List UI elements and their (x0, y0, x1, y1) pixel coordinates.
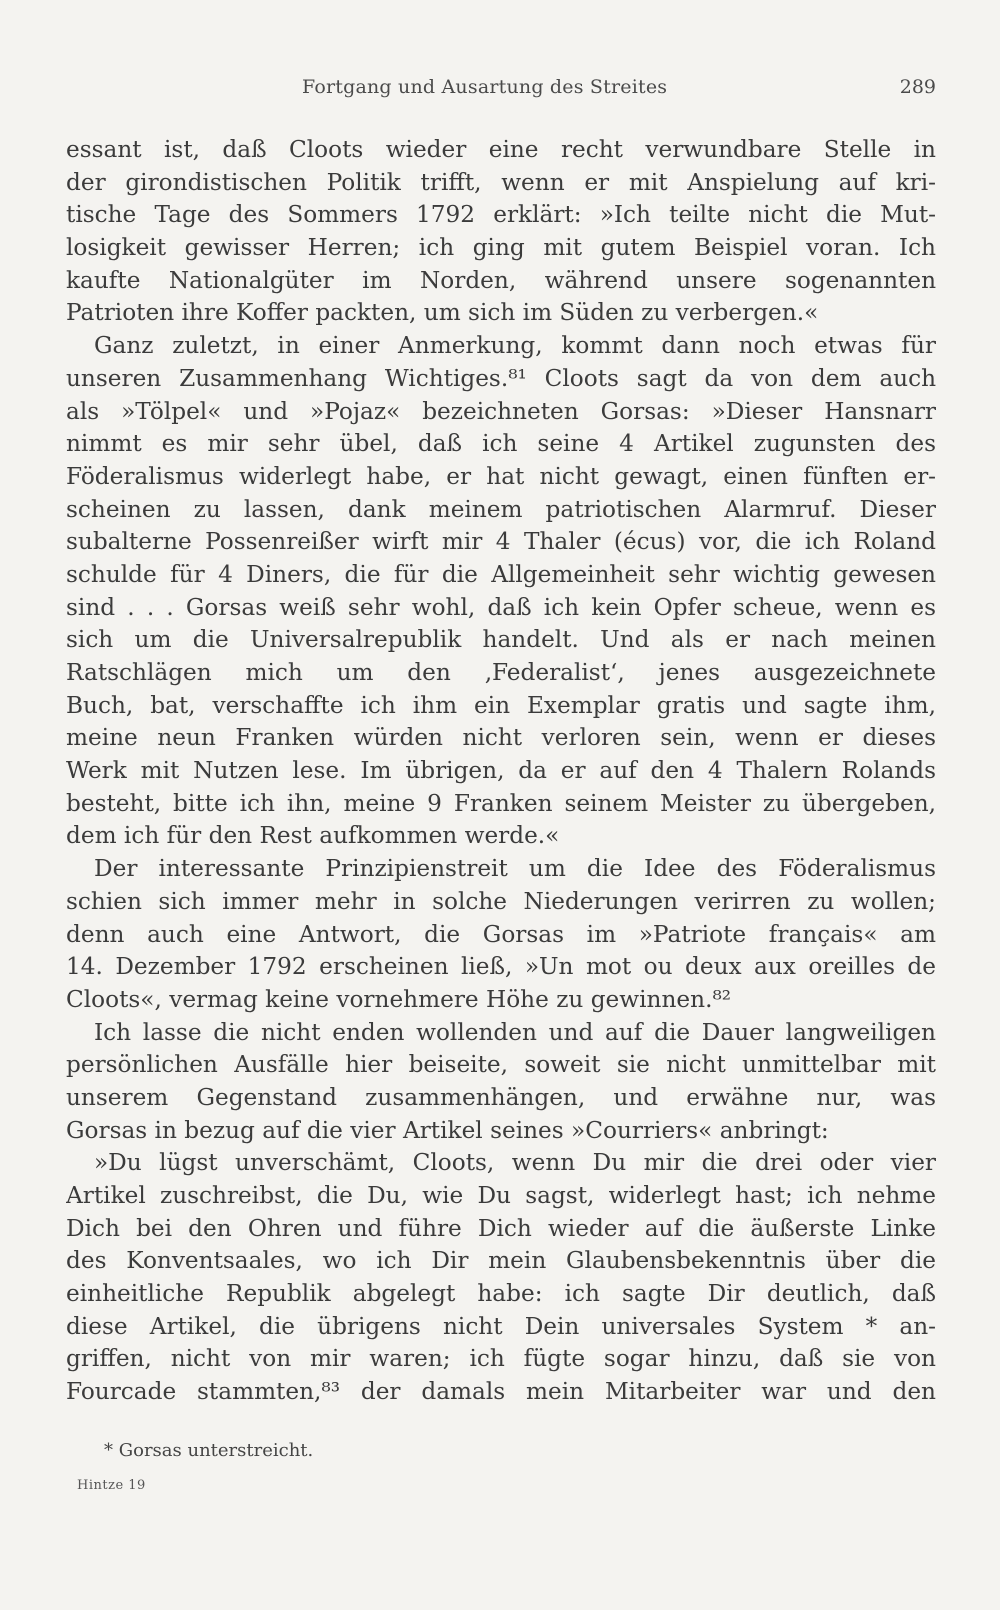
printer-signature: Hintze 19 (77, 1478, 146, 1493)
text-line: meine neun Franken würden nicht verloren sein, wenn er dieses (66, 724, 936, 752)
text-line: scheinen zu lassen, dank meinem patriotischen Alarmruf. Dieser (66, 495, 936, 523)
text-line: subalterne Possenreißer wirft mir 4 Thaler (écus) vor, die ich Roland (66, 528, 936, 556)
text-line: Föderalismus widerlegt habe, er hat nicht gewagt, einen fünften er- (66, 462, 936, 490)
text-line: kaufte Nationalgüter im Norden, während unsere sogenannten (66, 266, 936, 294)
text-line: Gorsas in bezug auf die vier Artikel seines »Courriers« anbringt: (66, 1116, 829, 1144)
text-line: unseren Zusammenhang Wichtiges.⁸¹ Cloots sagt da von dem auch (66, 364, 936, 392)
text-line: denn auch eine Antwort, die Gorsas im »Patriote français« am (66, 920, 936, 948)
text-line: diese Artikel, die übrigens nicht Dein universales System * an- (66, 1312, 936, 1340)
text-line: Ganz zuletzt, in einer Anmerkung, kommt dann noch etwas für (94, 332, 936, 360)
text-line: unserem Gegenstand zusammenhängen, und erwähne nur, was (66, 1083, 936, 1111)
text-line: Ratschlägen mich um den ‚Federalist‘, jenes ausgezeichnete (66, 659, 936, 686)
text-line: Werk mit Nutzen lese. Im übrigen, da er auf den 4 Thalern Rolands (66, 757, 936, 785)
running-title: Fortgang und Ausartung des Streites (302, 76, 668, 98)
text-line: als »Tölpel« und »Pojaz« bezeichneten Gorsas: »Dieser Hansnarr (66, 397, 936, 425)
text-line: Cloots«, vermag keine vornehmere Höhe zu gewinnen.⁸² (66, 985, 732, 1013)
text-line: Dich bei den Ohren und führe Dich wieder auf die äußerste Linke (66, 1214, 936, 1242)
text-line: sind . . . Gorsas weiß sehr wohl, daß ich kein Opfer scheue, wenn es (66, 593, 936, 621)
text-line: »Du lügst unverschämt, Cloots, wenn Du mir die drei oder vier (94, 1149, 936, 1177)
body-text (66, 134, 936, 1409)
text-line: der girondistischen Politik trifft, wenn er mit Anspielung auf kri- (66, 168, 936, 196)
text-line: des Konventsaales, wo ich Dir mein Glaubensbekenntnis über die (66, 1247, 936, 1275)
text-line: einheitliche Republik abgelegt habe: ich sagte Dir deutlich, daß (66, 1280, 936, 1308)
text-line: schulde für 4 Diners, die für die Allgemeinheit sehr wichtig gewesen (66, 560, 936, 588)
footnote: * Gorsas unterstreicht. (104, 1440, 314, 1461)
text-line: Buch, bat, verschaffte ich ihm ein Exemplar gratis und sagte ihm, (66, 691, 936, 719)
text-line: Patrioten ihre Koffer packten, um sich im Süden zu verbergen.« (66, 299, 819, 327)
text-line: persönlichen Ausfälle hier beiseite, soweit sie nicht unmittelbar mit (66, 1051, 936, 1079)
text-line: Fourcade stammten,⁸³ der damals mein Mitarbeiter war und den (66, 1378, 936, 1406)
text-line: Artikel zuschreibst, die Du, wie Du sagst, widerlegt hast; ich nehme (66, 1182, 936, 1209)
text-line: griffen, nicht von mir waren; ich fügte sogar hinzu, daß sie von (66, 1345, 936, 1373)
running-head (66, 76, 936, 106)
text-line: Der interessante Prinzipienstreit um die Idee des Föderalismus (94, 855, 936, 883)
text-line: besteht, bitte ich ihn, meine 9 Franken seinem Meister zu übergeben, (66, 789, 936, 817)
page-number: 289 (899, 76, 936, 98)
text-line: dem ich für den Rest aufkommen werde.« (66, 822, 560, 850)
text-line: nimmt es mir sehr übel, daß ich seine 4 Artikel zugunsten des (66, 430, 936, 458)
text-line: sich um die Universalrepublik handelt. Und als er nach meinen (66, 626, 936, 654)
text-line: schien sich immer mehr in solche Niederungen verirren zu wollen; (66, 887, 936, 915)
text-line: tische Tage des Sommers 1792 erklärt: »Ich teilte nicht die Mut- (66, 201, 936, 229)
text-line: losigkeit gewisser Herren; ich ging mit gutem Beispiel voran. Ich (66, 234, 936, 262)
text-line: 14. Dezember 1792 erscheinen ließ, »Un mot ou deux aux oreilles de (66, 953, 936, 981)
text-line: essant ist, daß Cloots wieder eine recht verwundbare Stelle in (66, 136, 936, 163)
text-line: Ich lasse die nicht enden wollenden und auf die Dauer langweiligen (94, 1018, 936, 1046)
